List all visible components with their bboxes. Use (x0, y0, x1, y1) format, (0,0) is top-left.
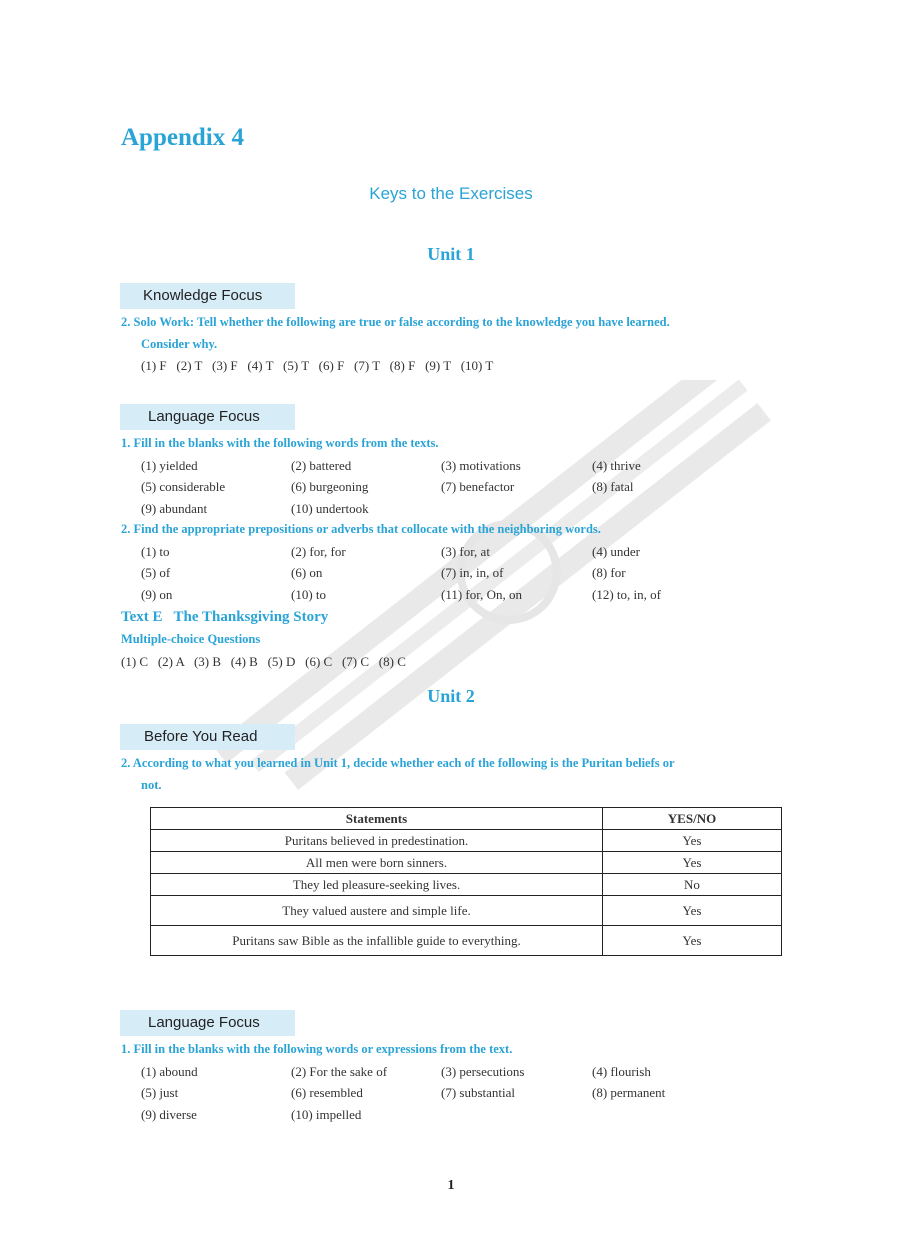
appendix-title: Appendix 4 (121, 124, 244, 151)
table-cell-statement: All men were born sinners. (151, 852, 603, 874)
unit2-lf-q1-answers (141, 1064, 861, 1130)
answer-item: (6) resembled (291, 1085, 363, 1100)
answer-item: (10) to (291, 587, 327, 602)
text-e-title: Text E The Thanksgiving Story (121, 609, 329, 625)
unit2-byr-q2-line2: not. (141, 778, 162, 792)
table-cell-statement: Puritans saw Bible as the infallible guide to everything. (151, 926, 603, 956)
table-cell-answer: Yes (603, 926, 782, 956)
table-cell-answer: Yes (603, 896, 782, 926)
table-header-yesno: YES/NO (603, 808, 782, 830)
unit2-title: Unit 2 (427, 686, 475, 706)
unit1-lf-q1-answers (141, 458, 861, 524)
answer-item: (8) for (592, 565, 626, 580)
language-focus-band: Language Focus (120, 404, 295, 430)
answer-item: (2) for, for (291, 544, 346, 559)
table-row (151, 874, 782, 896)
answer-item: (3) persecutions (441, 1064, 525, 1079)
answer-item: (5) just (141, 1085, 179, 1100)
answer-item: (11) for, On, on (441, 587, 522, 602)
answer-item: (4) flourish (592, 1064, 651, 1079)
answer-item: (2) battered (291, 458, 352, 473)
answer-item: (9) abundant (141, 501, 208, 516)
unit1-title: Unit 1 (427, 244, 475, 264)
text-e-subtitle: Multiple-choice Questions (121, 632, 261, 646)
table-cell-statement: They valued austere and simple life. (151, 896, 603, 926)
unit1-lf-q2: 2. Find the appropriate prepositions or adverbs that collocate with the neighboring words. (121, 522, 601, 536)
unit2-lf-q1: 1. Fill in the blanks with the following words or expressions from the text. (121, 1042, 513, 1056)
table-row (151, 896, 782, 926)
table-row (151, 926, 782, 956)
table-row (151, 852, 782, 874)
unit1-lf-q1: 1. Fill in the blanks with the following words from the texts. (121, 436, 439, 450)
answer-item: (5) of (141, 565, 171, 580)
answer-item: (8) fatal (592, 479, 634, 494)
answer-item: (3) motivations (441, 458, 521, 473)
answer-item: (7) benefactor (441, 479, 515, 494)
table-row (151, 830, 782, 852)
puritan-beliefs-table (150, 807, 782, 956)
unit1-lf-q2-answers (141, 544, 861, 610)
answer-item: (1) to (141, 544, 170, 559)
unit2-language-focus-band: Language Focus (120, 1010, 295, 1036)
answer-item: (1) yielded (141, 458, 198, 473)
answer-item: (6) burgeoning (291, 479, 369, 494)
knowledge-focus-band: Knowledge Focus (120, 283, 295, 309)
before-you-read-band: Before You Read (120, 724, 295, 750)
table-header-statements: Statements (151, 808, 603, 830)
answer-item: (9) on (141, 587, 173, 602)
page-number: 1 (447, 1178, 455, 1193)
table-cell-statement: They led pleasure-seeking lives. (151, 874, 603, 896)
text-e-answers: (1) C (2) A (3) B (4) B (5) D (6) C (7) C (8) C (121, 654, 406, 669)
answer-item: (9) diverse (141, 1107, 197, 1122)
unit1-kf-answers: (1) F (2) T (3) F (4) T (5) T (6) F (7) T (8) F (9) T (10) T (141, 358, 494, 373)
table-cell-statement: Puritans believed in predestination. (151, 830, 603, 852)
answer-item: (12) to, in, of (592, 587, 661, 602)
answer-item: (7) in, in, of (441, 565, 504, 580)
answer-item: (4) thrive (592, 458, 641, 473)
answer-item: (8) permanent (592, 1085, 666, 1100)
answer-item: (1) abound (141, 1064, 198, 1079)
answer-item: (10) impelled (291, 1107, 362, 1122)
keys-title: Keys to the Exercises (369, 184, 533, 203)
answer-item: (7) substantial (441, 1085, 516, 1100)
table-cell-answer: Yes (603, 830, 782, 852)
table-header-row (151, 808, 782, 830)
answer-item: (3) for, at (441, 544, 490, 559)
answer-item: (10) undertook (291, 501, 369, 516)
table-cell-answer: Yes (603, 852, 782, 874)
answer-item: (2) For the sake of (291, 1064, 388, 1079)
unit1-kf-q2-line1: 2. Solo Work: Tell whether the following are true or false according to the knowledge you have learned. (121, 315, 670, 329)
unit1-kf-q2-line2: Consider why. (141, 337, 218, 351)
answer-item: (6) on (291, 565, 323, 580)
table-cell-answer: No (603, 874, 782, 896)
answer-item: (5) considerable (141, 479, 226, 494)
answer-item: (4) under (592, 544, 641, 559)
unit2-byr-q2-line1: 2. According to what you learned in Unit 1, decide whether each of the following is the Puritan beliefs or (121, 756, 675, 770)
